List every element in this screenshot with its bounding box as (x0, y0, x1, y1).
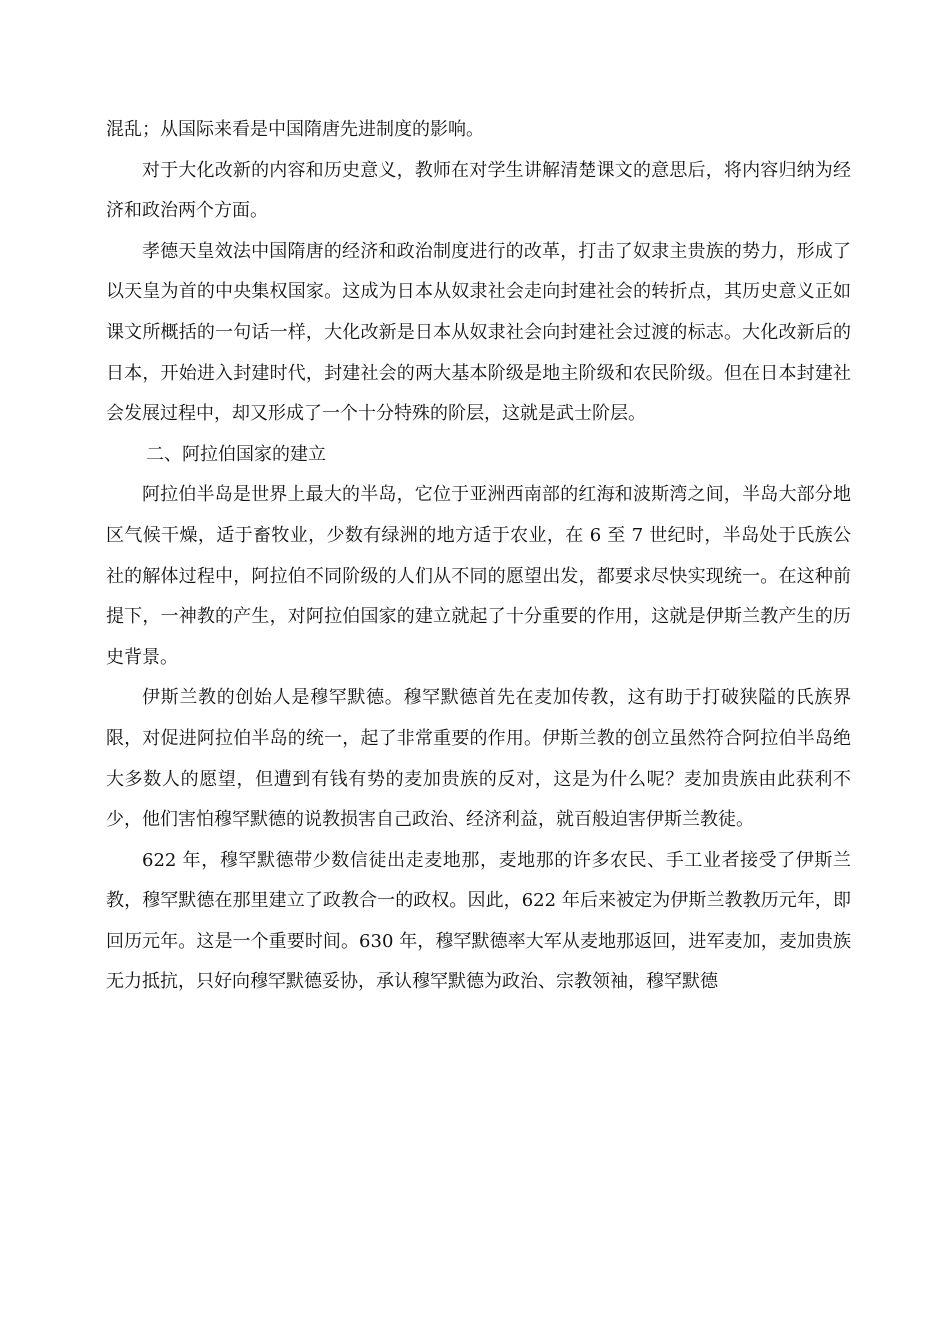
document-body (106, 110, 851, 1003)
section-heading-arab-state: 二、阿拉伯国家的建立 (146, 443, 326, 465)
paragraph-hijra: 622 年，穆罕默德带少数信徒出走麦地那，麦地那的许多农民、手工业者接受了伊斯兰教，穆罕默德在那里建立了政教合一的政权。因此，622 年后来被定为伊斯兰教教历元年，即回历元年。这是一个重要时间。630 年，穆罕默德率大军从麦地那返回，进军麦加，麦加贵族无力抵抗，只好向穆罕默德妥协，承认穆罕默德为政治、宗教领袖，穆罕默德 (106, 849, 851, 993)
paragraph-taika-reform-significance: 孝德天皇效法中国隋唐的经济和政治制度进行的改革，打击了奴隶主贵族的势力，形成了以天皇为首的中央集权国家。这成为日本从奴隶社会走向封建社会的转折点，其历史意义正如课文所概括的一句话一样，大化改新是日本从奴隶社会向封建社会过渡的标志。大化改新后的日本，开始进入封建时代，封建社会的两大基本阶级是地主阶级和农民阶级。但在日本封建社会发展过程中，却又形成了一个十分特殊的阶层，这就是武士阶层。 (106, 240, 851, 425)
paragraph-arabian-peninsula: 阿拉伯半岛是世界上最大的半岛，它位于亚洲西南部的红海和波斯湾之间，半岛大部分地区气候干燥，适于畜牧业，少数有绿洲的地方适于农业，在 6 至 7 世纪时，半岛处于氏族公社的解体过程中，阿拉伯不同阶级的人们从不同的愿望出发，都要求尽快实现统一。在这种前提下，一神教的产生，对阿拉伯国家的建立就起了十分重要的作用，这就是伊斯兰教产生的历史背景。 (106, 484, 851, 668)
paragraph-islam-founder: 伊斯兰教的创始人是穆罕默德。穆罕默德首先在麦加传教，这有助于打破狭隘的氏族界限，对促进阿拉伯半岛的统一，起了非常重要的作用。伊斯兰教的创立虽然符合阿拉伯半岛绝大多数人的愿望，但遭到有钱有势的麦加贵族的反对，这是为什么呢？麦加贵族由此获利不少，他们害怕穆罕默德的说教损害自己政治、经济利益，就百般迫害伊斯兰教徒。 (106, 687, 851, 831)
paragraph-continuation: 混乱；从国际来看是中国隋唐先进制度的影响。 (106, 119, 484, 140)
paragraph-taika-reform-content: 对于大化改新的内容和历史意义，教师在对学生讲解清楚课文的意思后，将内容归纳为经济和政治两个方面。 (106, 159, 851, 222)
